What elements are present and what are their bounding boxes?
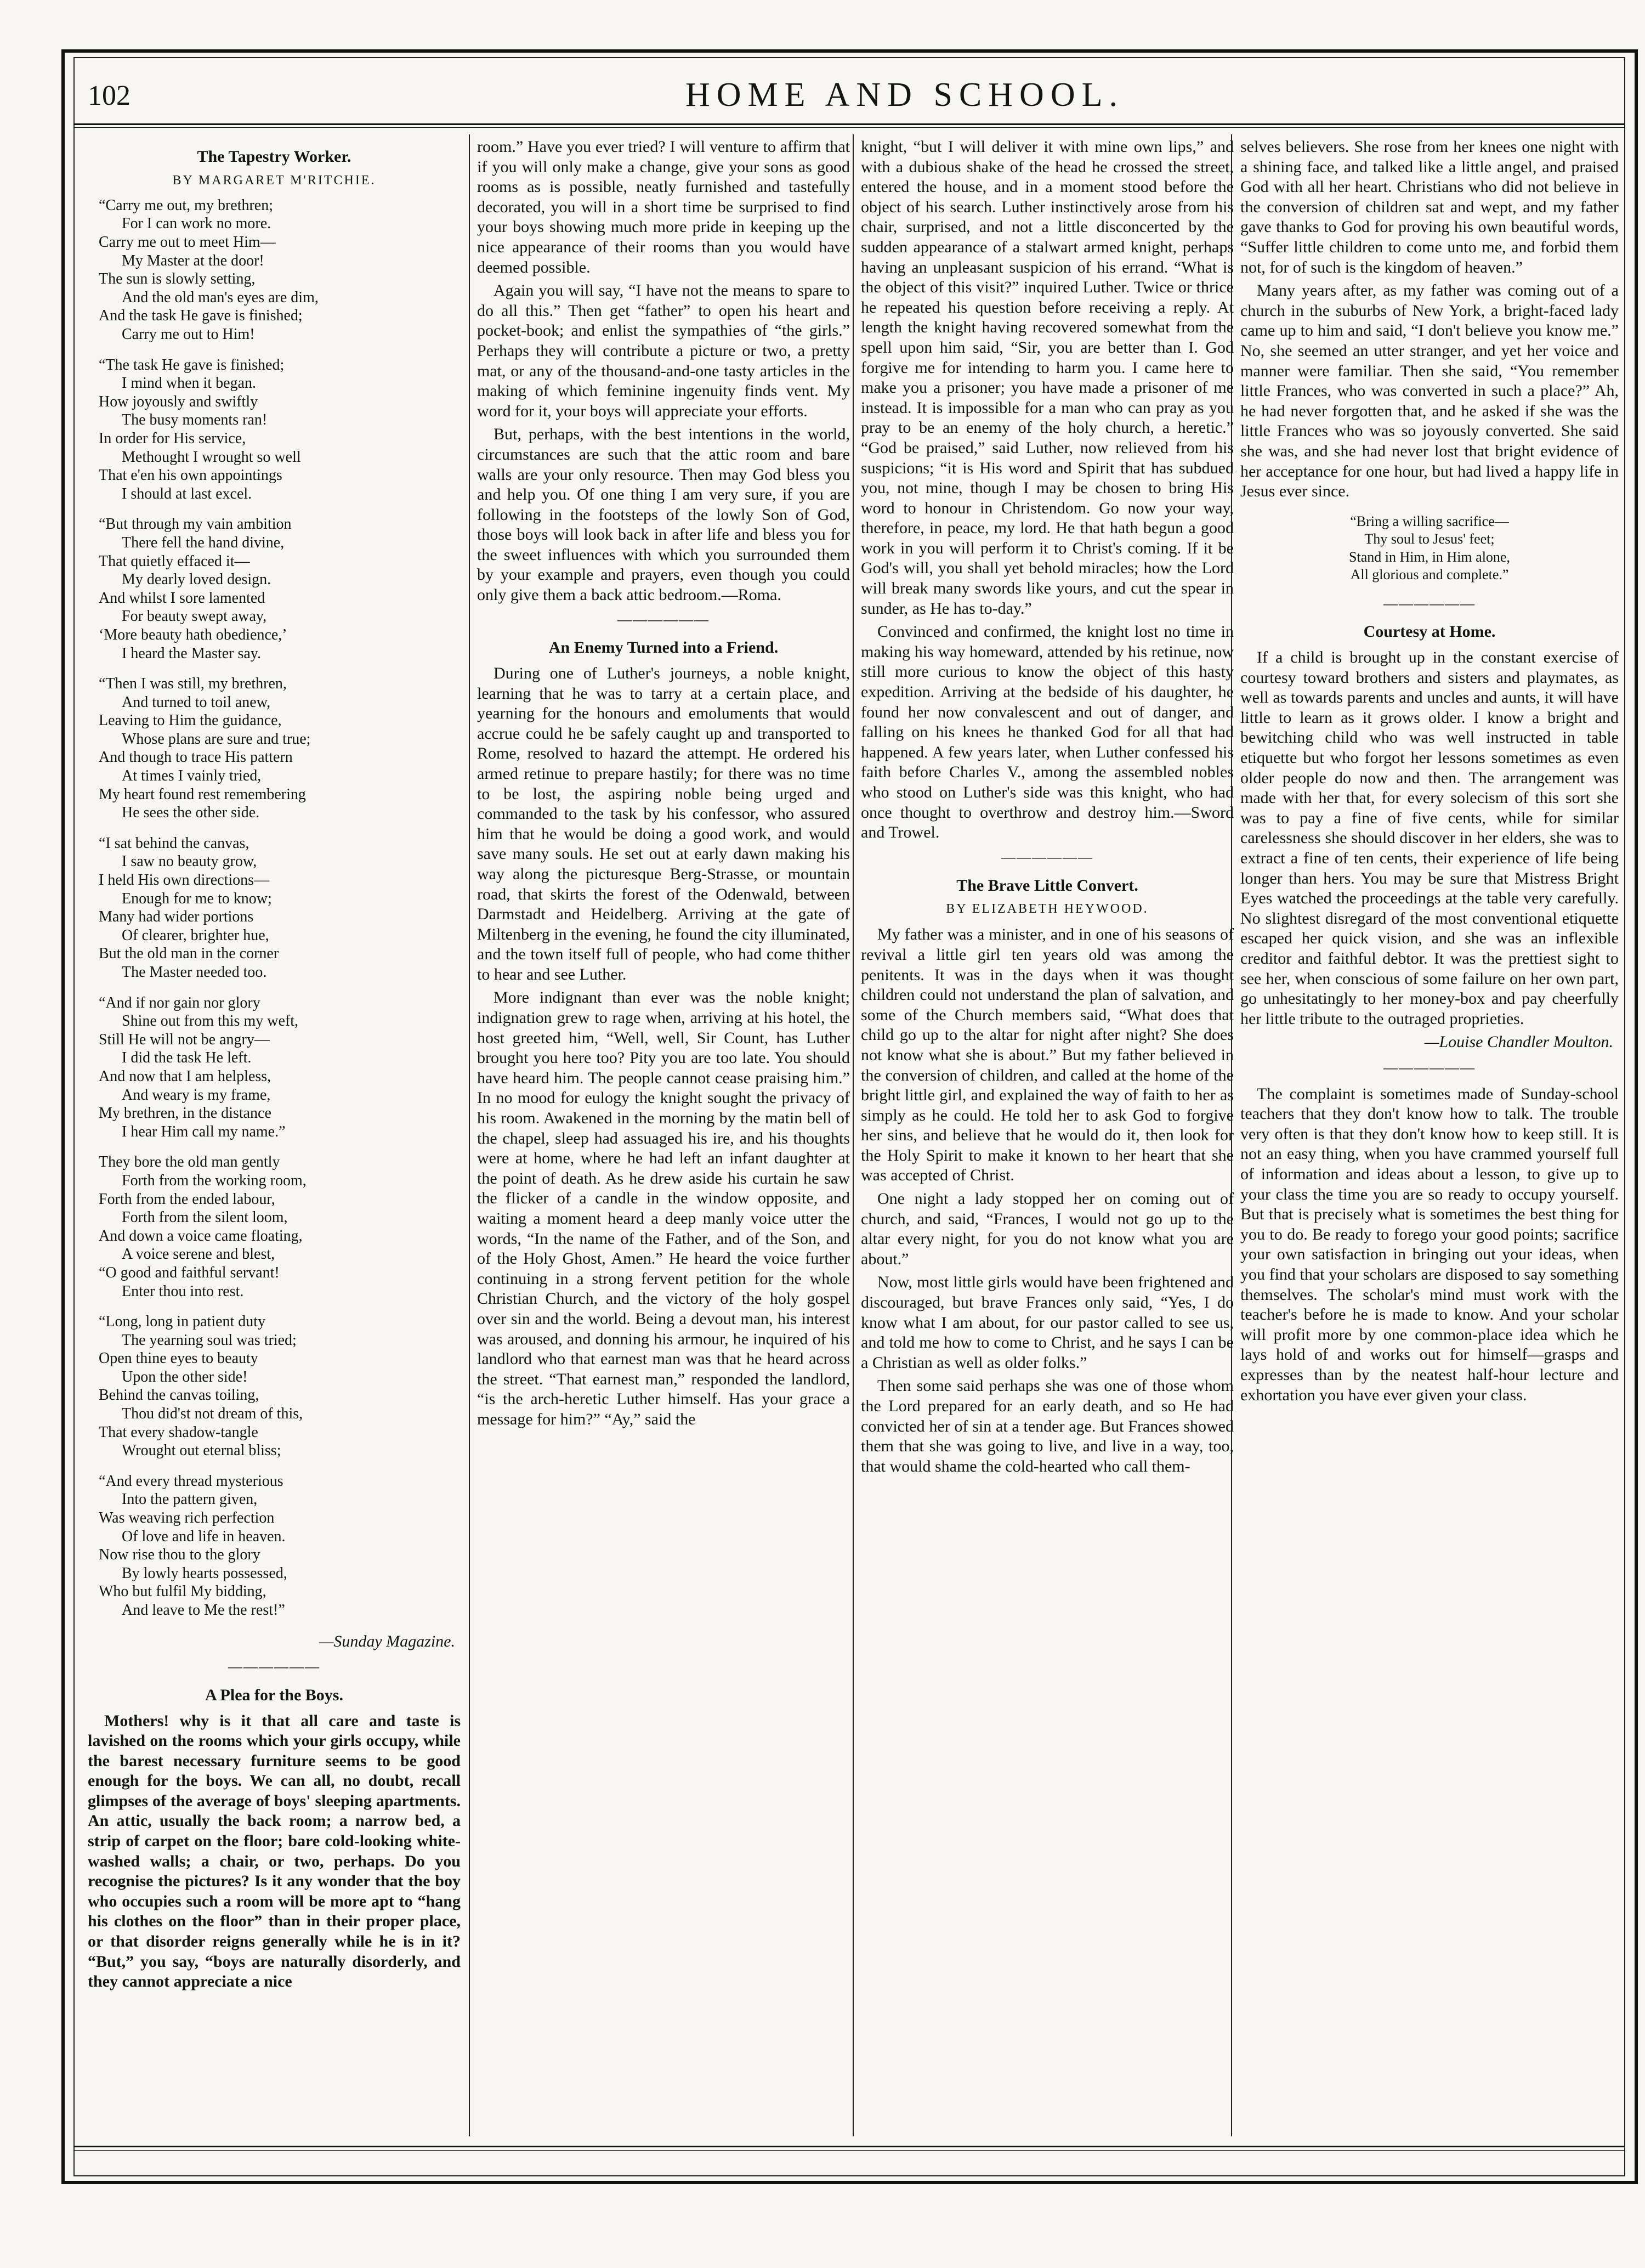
poem-line: “And every thread mysterious [99,1472,283,1490]
poem-line: Open thine eyes to beauty [99,1350,258,1367]
paragraph: Convinced and confirmed, the knight lost no time in making his way homeward, attended by his retinue, now still more curious to know the object of this hasty expedition. Arriving at the bedside of his daughter, he found her now convalescent and out of danger, and falling on his knees he thanked God for all that had happened. A few years later, when Luther confessed his faith before Charles V., among the assembled nobles who stood on Luther's side was this knight, who had once thought to overthrow and destroy him.—Sword and Trowel. [861,623,1234,842]
poem-stanza [99,1153,461,1300]
paragraph: If a child is brought up in the constant exercise of courtesy toward brothers and sisters and playmates, as well as towards parents and uncles and aunts, it will have little to learn as it grows older. I know a bright and bewitching child who was well instructed in table etiquette but who forgot her lessons sometimes as even older people do now and then. The arrangement was made with her that, for every solecism of this sort she was to pay a fine of five cents, while for similar carelessness she should discover in her elders, she was to extract a fine of ten cents, their experience of life being longer than hers. You may be sure that Mistress Bright Eyes watched the proceedings at the table very carefully. No slightest disregard of the most conventional etiquette escaped her quick vision, and she was an inflexible creditor and faithful debtor. It was the prettiest sight to see her, when conscious of some failure on her own part, go unhesitatingly to her money-box and pay cheerfully her little tribute to the outraged proprieties. [1240,648,1619,1028]
poem-line: By lowly hearts possessed, [122,1564,287,1582]
poem-line: And weary is my frame, [122,1086,271,1104]
poem-line: “The task He gave is finished; [99,356,285,374]
footer-rule-thin [73,2150,1625,2151]
poem-line: Was weaving rich perfection [99,1509,275,1527]
paragraph: Many years after, as my father was coming out of a church in the suburbs of New York, a bright-faced lady came up to him and said, “I don't believe you know me.” No, she seemed an utter stranger, and yet her voice and manner were familiar. Then she said, “You remember little Frances, who was converted in such a place?” Ah, he had never forgotten that, and he asked if she was the little Frances who was so joyously converted. She said she was, and she had never lost that bright evidence of her acceptance for one hour, but had lived a happy life in Jesus ever since. [1240,281,1619,501]
poem-line: I hear Him call my name.” [122,1123,286,1140]
poem [99,196,461,1620]
verse-line: Stand in Him, in Him alone, [1349,548,1510,565]
header-rule [73,123,1625,125]
poem-stanza [99,675,461,822]
poem-line: Who but fulfil My bidding, [99,1583,266,1600]
poem-line: I saw no beauty grow, [122,853,257,870]
poem-line: They bore the old man gently [99,1153,280,1171]
poem-stanza [99,356,461,504]
poem-line: Carry me out to meet Him— [99,234,276,251]
column-divider [853,134,854,2136]
poem-line: “But through my vain ambition [99,516,292,533]
separator-ornament [861,849,1234,866]
paragraph: The complaint is sometimes made of Sunday-school teachers that they don't know how to talk. The trouble very often is that they don't know how to keep still. It is not an easy thing, when you have crammed yourself full of information and ideas about a lesson, to give up to your class the time you are so ready to occupy yourself. But that is precisely what is sometimes the best thing for you to do. Be ready to forego your good points; sacrifice your own satisfaction in bringing out your ideas, when you find that your scholars are disposed to say something themselves. The scholar's mind must work with the teacher's before he is made to know. And your scholar will profit more by one common-place idea which he lays hold of and works out for himself—grasps and expresses than by the neatest half-hour lecture and exhortation you have ever given your class. [1240,1084,1619,1404]
poem-line: That e'en his own appointings [99,467,282,484]
poem-line: And though to trace His pattern [99,749,293,766]
poem-line: “Carry me out, my brethren; [99,196,274,214]
poem-line: In order for His service, [99,429,246,447]
paragraph: selves believers. She rose from her knees one night with a shining face, and talked like a little angel, and praised God with all her heart. Christians who did not believe in the conversion of children sat and wept, and my father gave thanks to God for proving his own beautiful words, “Suffer little children to come unto me, and forbid them not, for of such is the kingdom of heaven.” [1240,138,1619,276]
poem-line: For I can work no more. [122,215,271,233]
column-4 [1240,137,1619,2134]
paragraph: During one of Luther's journeys, a noble knight, learning that he was to tarry at a certain place, and yearning for the honours and emoluments that would accrue could he be safely caught up and transported to Rome, resolved to hazard the attempt. He ordered his armed retinue to prepare hastily; for there was no time to be lost, the aspiring noble being urged and commanded to the task by his confessor, who assured him that he would be doing a good work, and would save many souls. He set out at early dawn making his way along the picturesque Berg-Strasse, or mountain road, that skirts the forest of the Odenwald, between Darmstadt and Heidelberg. Arriving at the gate of Miltenberg in the evening, he found the city illuminated, and the town itself full of people, who had come thither to hear and see Luther. [477,664,850,983]
poem-stanza [99,994,461,1141]
masthead: HOME AND SCHOOL. [685,76,1124,114]
poem-line: I held His own directions— [99,872,270,889]
separator-ornament [477,611,850,629]
poem-line: There fell the hand divine, [122,534,285,551]
poem-stanza [99,196,461,344]
poem-line: The busy moments ran! [122,411,268,429]
poem-line: The Master needed too. [122,964,267,981]
poem-line: Into the pattern given, [122,1491,258,1508]
poem-line: And down a voice came floating, [99,1227,303,1245]
paragraph: One night a lady stopped her on coming out of church, and said, “Frances, I would not go up to the altar every night, for you do not know what you are about.” [861,1190,1234,1268]
poem-line: That every shadow-tangle [99,1423,258,1441]
paragraph: knight, “but I will deliver it with mine own lips,” and with a dubious shake of the head he crossed the street, entered the house, and in a moment stood before the object of his search. Luther instinctively arose from his chair, surprised, and not a little disconcerted by the sudden appearance of a stalwart armed knight, perhaps having an unpleasant suspicion of his errand. “What is the object of this visit?” inquired Luther. Twice or thrice he repeated his question before receiving a reply. At length the knight having recovered somewhat from the spell upon him said, “Sir, you are better than I. God forgive me for intending to harm you. I came here to make you a prisoner; you have made a prisoner of me instead. It is impossible for a man who can pray as you pray to be an enemy of the holy church, a heretic.” “God be praised,” said Luther, now relieved from his suspicions; “it is His word and Spirit that has subdued you, not mine, though I may be chosen to bring His word to honour in Christendom. Go now your way, therefore, in peace, my lord. He that hath begun a good work in you will perform it to Christ's coming. If it be God's will, you shall yet behold miracles; how the Lord will break many swords like yours, and cut the spear in sunder, as He has to-day.” [861,138,1234,618]
poem-line: He sees the other side. [122,804,260,822]
source-credit: —Sunday Magazine. [319,1632,455,1650]
poem-line: Of clearer, brighter hue, [122,926,269,944]
separator-ornament [1240,595,1619,613]
poem-line: That quietly effaced it— [99,552,250,570]
header-rule-thin [73,127,1625,128]
poem-line: Enough for me to know; [122,890,272,907]
poem-line: Carry me out to Him! [122,326,255,343]
poem-line: “I sat behind the canvas, [99,834,249,852]
poem-line: The sun is slowly setting, [99,270,256,288]
poem-line: I mind when it began. [122,375,256,392]
poem-line: I should at last excel. [122,485,252,502]
poem-line: Thou did'st not dream of this, [122,1405,303,1423]
poem-line: Behind the canvas toiling, [99,1387,259,1404]
poem-line: The yearning soul was tried; [122,1331,297,1349]
paragraph: More indignant than ever was the noble knight; indignation grew to rage when, arriving at his hotel, the host greeted him, “Well, well, Sir Count, has Luther brought you here too? Pity you are too late. You should have heard him. The people cannot cease praising him.” In no mood for eulogy the knight sought the privacy of his room. Awakened in the morning by the matin bell of the chapel, sleep had assuaged his ire, and his thoughts were at home, where he had left an infant daughter at the point of death. As he drew aside his curtain he saw the flicker of a candle in the window opposite, and waiting a moment heard a deep manly voice utter the words, “In the name of the Father, and of the Son, and of the Holy Ghost, Amen.” He heard the voice further continuing in a strong fervent petition for the whole Christian Church, and the victory of the holy gospel over sin and the world. Being a devout man, his interest was aroused, and donning his armour, he inquired of his landlord who that earnest man was that he heard across the street. “That earnest man,” responded the landlord, “is the arch-heretic Luther himself. Has your grace a message for him?” “Ay,” said the [477,988,850,1428]
poem-line: Still He will not be angry— [99,1031,270,1048]
poem-line: At times I vainly tried, [122,767,262,785]
poem-line: Shine out from this my weft, [122,1013,298,1030]
poem-line: Upon the other side! [122,1368,248,1385]
paragraph: Again you will say, “I have not the means to spare to do all this.” Then get “father” to open his heart and pocket-book; and enlist the sympathies of “the girls.” Perhaps they will contribute a picture or two, a pretty mat, or any of the thousand-and-one tasty articles in the making of which feminine ingenuity finds vent. My word for it, your boys will appreciate your efforts. [477,281,850,420]
poem-stanza [99,515,461,663]
article-title-tapestry-worker: The Tapestry Worker. [197,148,351,166]
poem-line: And the task He gave is finished; [99,307,303,325]
poem-line: Forth from the silent loom, [122,1209,288,1226]
poem-line: Whose plans are sure and true; [122,730,311,748]
verse-line: “Bring a willing sacrifice— [1350,513,1509,529]
poem-stanza [99,834,461,982]
poem-stanza [99,1313,461,1460]
paragraph: Mothers! why is it that all care and taste is lavished on the rooms which your girls occupy, while the barest necessary furniture seems to be good enough for the boys. We can all, no doubt, recall glimpses of the average of boys' sleeping apartments. An attic, usually the back room; a narrow bed, a strip of carpet on the floor; bare cold-looking white-washed walls; a chair, or two, perhaps. Do you recognise the pictures? Is it any wonder that the boy who occupies such a room will be more apt to “hang his clothes on the floor” than in their proper place, or that disorder reigns generally while he is in it? “But,” you say, “boys are naturally disorderly, and they cannot appreciate a nice [88,1711,461,1991]
poem-stanza [99,1472,461,1620]
verse-line: Thy soul to Jesus' feet; [1364,531,1495,547]
verse-line: All glorious and complete.” [1350,567,1509,583]
poem-line: Many had wider portions [99,908,254,926]
page-number: 102 [88,80,131,111]
column-3 [861,137,1234,2134]
poem-line: “O good and faithful servant! [99,1264,280,1281]
poem-line: “Then I was still, my brethren, [99,675,287,693]
column-divider [469,134,470,2136]
column-1 [88,137,461,2134]
article-title-courtesy-at-home: Courtesy at Home. [1363,623,1496,641]
separator-rule [1240,1059,1619,1077]
poem-line: Methought I wrought so well [122,448,301,466]
poem-line: ‘More beauty hath obedience,’ [99,626,287,643]
poem-line: Forth from the working room, [122,1172,307,1189]
poem-line: Forth from the ended labour, [99,1190,275,1208]
poem-line: “Long, long in patient duty [99,1313,266,1331]
poem-line: And the old man's eyes are dim, [122,289,319,306]
poem-line: Leaving to Him the guidance, [99,712,282,729]
article-title-enemy-turned-friend: An Enemy Turned into a Friend. [548,638,779,657]
poem-line: Enter thou into rest. [122,1282,244,1300]
article-title-brave-little-convert: The Brave Little Convert. [956,876,1138,895]
poem-line: My brethren, in the distance [99,1105,271,1122]
poem-line: I heard the Master say. [122,644,261,662]
separator-ornament [88,1658,461,1676]
poem-line: My heart found rest remembering [99,785,306,803]
verse-quote [1240,513,1619,584]
paragraph: My father was a minister, and in one of his seasons of revival a little girl ten years old was among the penitents. It was in the days when it was thought children could not understand the plan of salvation, and some of the Church members said, “What does that child go up to the altar for night after night? She does not know what she is about.” But my father believed in the conversion of children, and called at the home of the bright little girl, and explained the way of faith to her as simply as he could. He told her to ask God to forgive her sins, and believe that he would do it, then look for the Holy Spirit to make it known to her heart that she was accepted of Christ. [861,925,1234,1185]
paragraph: But, perhaps, with the best intentions in the world, circumstances are such that the attic room and bare walls are your only resource. Then may God bless you and help you. Of one thing I am very sure, if you are following in the footsteps of the lowly Son of God, those boys will look back in after life and bless you for the sweet influences with which you surrounded them by your example and prayers, even though you could only give them a back attic bedroom.—Roma. [477,425,850,604]
paragraph: Now, most little girls would have been frightened and discouraged, but brave Frances only said, “Yes, I do know what I am about, for our pastor called to see us, and told me how to come to Christ, and he says I can be a Christian as well as older folks.” [861,1273,1234,1372]
article-title-plea-for-boys: A Plea for the Boys. [205,1686,343,1704]
poem-line: A voice serene and blest, [122,1246,275,1263]
poem-line: My dearly loved design. [122,571,271,589]
poem-line: And leave to Me the rest!” [122,1602,285,1619]
poem-line: And now that I am helpless, [99,1067,271,1085]
paragraph: room.” Have you ever tried? I will venture to affirm that if you will only make a change, give your sons as good rooms as is possible, neatly furnished and tastefully decorated, you will in a short time be surprised to find your boys showing much more pride in keeping up the nice appearance of their rooms than you would have deemed possible. [477,138,850,276]
poem-line: And whilst I sore lamented [99,589,265,607]
poem-line: And turned to toil anew, [122,693,271,711]
poem-line: Now rise thou to the glory [99,1546,260,1564]
poem-line: My Master at the door! [122,252,264,269]
byline: BY MARGARET M'RITCHIE. [172,173,376,188]
poem-line: Wrought out eternal bliss; [122,1442,281,1460]
poem-line: “And if nor gain nor glory [99,994,260,1011]
poem-line: I did the task He left. [122,1049,252,1067]
poem-line: Of love and life in heaven. [122,1528,286,1545]
column-2 [477,137,850,2134]
poem-line: But the old man in the corner [99,945,279,963]
footer-rule [73,2146,1625,2147]
byline: BY ELIZABETH HEYWOOD. [946,902,1149,917]
poem-line: For beauty swept away, [122,608,267,625]
source-credit: —Louise Chandler Moulton. [1424,1033,1613,1051]
paragraph: Then some said perhaps she was one of those whom the Lord prepared for an early death, and so He had convicted her of sin at a tender age. But Frances showed them that she was going to live, and live in a way, too, that would shame the cold-hearted who call them- [861,1377,1234,1475]
poem-line: How joyously and swiftly [99,393,258,410]
